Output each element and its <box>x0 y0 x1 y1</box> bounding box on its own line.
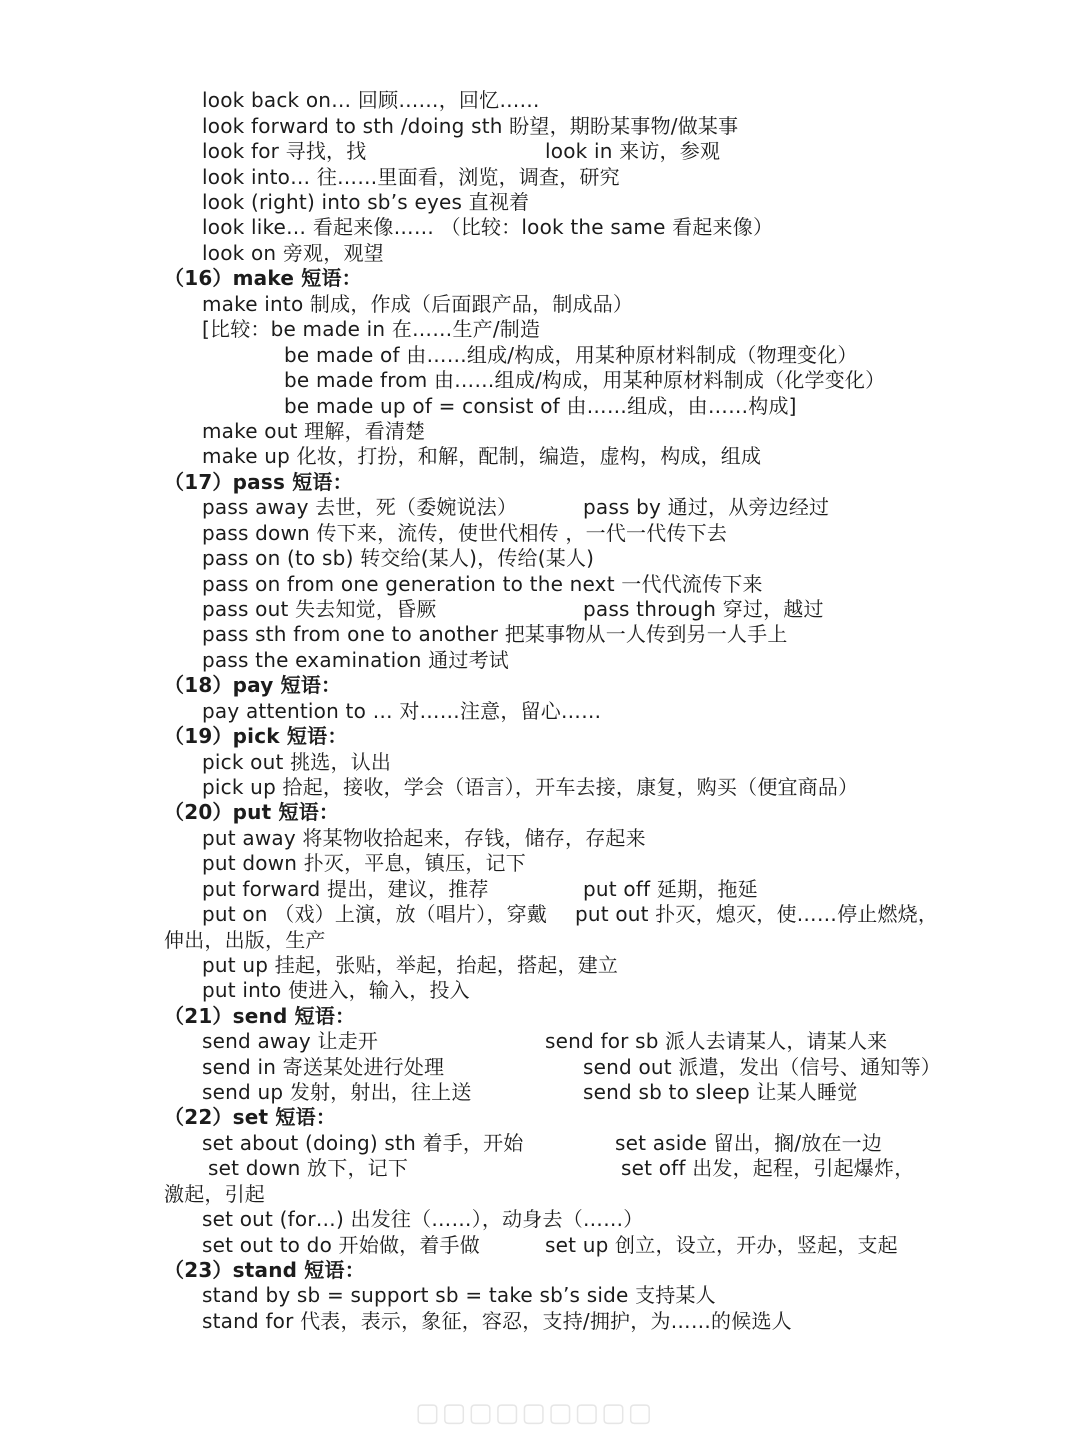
phrase-line: 伸出，出版，生产 <box>164 928 326 952</box>
phrase-line: send in 寄送某处进行处理 <box>202 1055 445 1079</box>
phrase-line: pass down 传下来，流传，使世代相传 ，一代一代传下去 <box>202 521 728 545</box>
phrase-line: set up 创立，设立，开办，竖起，支起 <box>545 1233 898 1257</box>
phrase-line: pick up 拾起，接收，学会（语言），开车去接，康复，购买（便宜商品） <box>202 775 859 799</box>
phrase-line: set down 放下，记下 <box>208 1156 409 1180</box>
phrase-line: be made from 由……组成/构成，用某种原材料制成（化学变化） <box>284 368 886 392</box>
phrase-line: put out 扑灭，熄灭，使……停止燃烧， <box>575 902 939 926</box>
phrase-line: pass sth from one to another 把某事物从一人传到另一人手上 <box>202 622 788 646</box>
phrase-line: look for 寻找，找 <box>202 139 367 163</box>
phrase-line: pass on from one generation to the next 一代代流传下来 <box>202 572 763 596</box>
phrase-line: set out to do 开始做，着手做 <box>202 1233 480 1257</box>
section-heading-send: （21）send 短语： <box>164 1004 356 1028</box>
section-heading-pick: （19）pick 短语： <box>164 724 348 748</box>
phrase-line: pass the examination 通过考试 <box>202 648 510 672</box>
phrase-line: pick out 挑选，认出 <box>202 750 392 774</box>
phrase-line: put on （戏）上演，放（唱片），穿戴 <box>202 902 548 926</box>
section-heading-pass: （17）pass 短语： <box>164 470 353 494</box>
phrase-line: make up 化妆，打扮，和解，配制，编造，虚构，构成，组成 <box>202 444 762 468</box>
phrase-line: look back on… 回顾……，回忆…… <box>202 88 540 112</box>
phrase-line: make out 理解，看清楚 <box>202 419 426 443</box>
phrase-line: set off 出发，起程，引起爆炸， <box>621 1156 915 1180</box>
phrase-line: send for sb 派人去请某人，请某人来 <box>545 1029 888 1053</box>
phrase-line: pass by 通过，从旁边经过 <box>583 495 830 519</box>
phrase-line: send out 派遣，发出（信号、通知等） <box>583 1055 941 1079</box>
phrase-line: look in 来访，参观 <box>545 139 721 163</box>
phrase-line: pass away 去世，死（委婉说法） <box>202 495 518 519</box>
phrase-line: look like… 看起来像…… （比较：look the same 看起来像） <box>202 215 774 239</box>
phrase-line: put forward 提出，建议，推荐 <box>202 877 489 901</box>
phrase-line: stand for 代表，表示，象征，容忍，支持/拥护，为……的候选人 <box>202 1309 792 1333</box>
section-heading-stand: （23）stand 短语： <box>164 1258 365 1282</box>
phrase-line: look on 旁观，观望 <box>202 241 384 265</box>
phrase-line: stand by sb = support sb = take sb’s side 支持某人 <box>202 1283 716 1307</box>
phrase-line: look into… 往……里面看，浏览，调查，研究 <box>202 165 620 189</box>
phrase-line: pass on (to sb) 转交给(某人)，传给(某人) <box>202 546 595 570</box>
phrase-line: set out (for…) 出发往（……），动身去（……） <box>202 1207 644 1231</box>
watermark: ▢▢▢▢▢▢▢▢▢ <box>415 1398 655 1428</box>
phrase-line: put down 扑灭，平息，镇压，记下 <box>202 851 526 875</box>
phrase-line: pass through 穿过，越过 <box>583 597 824 621</box>
phrase-line: look (right) into sb’s eyes 直视着 <box>202 190 530 214</box>
phrase-line: be made of 由……组成/构成，用某种原材料制成（物理变化） <box>284 343 858 367</box>
phrase-line: pay attention to … 对……注意，留心…… <box>202 699 602 723</box>
phrase-line: [比较：be made in 在……生产/制造 <box>202 317 541 341</box>
phrase-line: 激起，引起 <box>164 1182 265 1206</box>
section-heading-set: （22）set 短语： <box>164 1105 337 1129</box>
phrase-line: send sb to sleep 让某人睡觉 <box>583 1080 858 1104</box>
phrase-line: set about (doing) sth 着手，开始 <box>202 1131 524 1155</box>
phrase-line: send away 让走开 <box>202 1029 379 1053</box>
section-heading-put: （20）put 短语： <box>164 800 340 824</box>
phrase-line: put away 将某物收拾起来，存钱，储存，存起来 <box>202 826 646 850</box>
phrase-line: put up 挂起，张贴，举起，抬起，搭起，建立 <box>202 953 619 977</box>
section-heading-pay: （18）pay 短语： <box>164 673 342 697</box>
phrase-line: set aside 留出，搁/放在一边 <box>615 1131 883 1155</box>
phrase-line: be made up of = consist of 由……组成，由……构成] <box>284 394 797 418</box>
phrase-line: make into 制成，作成（后面跟产品，制成品） <box>202 292 634 316</box>
section-heading-make: （16）make 短语： <box>164 266 362 290</box>
phrase-line: put off 延期，拖延 <box>583 877 758 901</box>
phrase-line: pass out 失去知觉，昏厥 <box>202 597 437 621</box>
phrase-line: look forward to sth /doing sth 盼望，期盼某事物/做某事 <box>202 114 739 138</box>
phrase-line: put into 使进入，输入，投入 <box>202 978 470 1002</box>
phrase-line: send up 发射，射出，往上送 <box>202 1080 472 1104</box>
